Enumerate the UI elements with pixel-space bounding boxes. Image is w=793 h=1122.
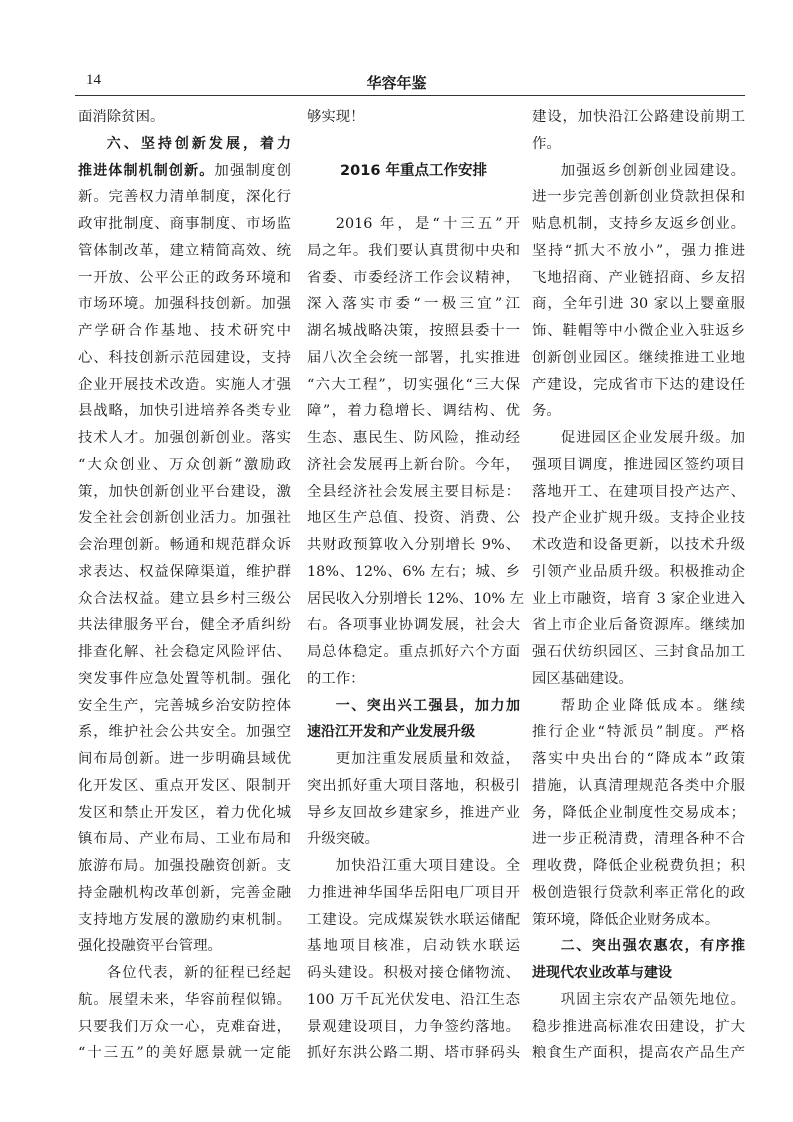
body-text: 工建设。完成煤炭铁水联运储配 [307, 911, 520, 928]
text-line [78, 211, 291, 238]
text-line [307, 131, 520, 158]
text-line [532, 184, 745, 211]
body-text: 一开放、公平公正的政务环境和 [78, 269, 291, 286]
body-text: 深入落实市委“一极三宜”江 [307, 296, 520, 313]
text-line [532, 666, 745, 693]
text-line [307, 104, 520, 131]
text-line [532, 452, 745, 479]
text-line [78, 853, 291, 880]
body-text: 会治理创新。畅通和规范群众诉 [78, 537, 291, 553]
text-line [78, 104, 291, 131]
body-text: 粮食生产面积，提高农产品生产 [532, 1045, 745, 1062]
text-line [78, 532, 291, 559]
body-text: 码头建设。积极对接仓储物流、 [307, 965, 520, 981]
body-text: 推行企业“特派员”制度。严格 [532, 724, 745, 741]
body-text: 加强返乡创新创业园建设。 [560, 162, 745, 179]
heading-line [307, 693, 520, 720]
body-text: 求表达、权益保障渠道，维护群 [78, 563, 291, 580]
section-title [307, 158, 520, 185]
body-text: 安全生产，完善城乡治安防控体 [78, 697, 291, 714]
text-line [78, 746, 291, 773]
text-line [532, 1014, 745, 1041]
text-line [78, 238, 291, 265]
text-line [307, 586, 525, 613]
heading-line [307, 719, 520, 746]
body-text: 饰、鞋帽等中小微企业入驻返乡 [532, 323, 745, 339]
text-line [532, 479, 745, 506]
text-line [78, 880, 291, 907]
text-line [78, 452, 291, 479]
text-line [532, 104, 745, 131]
heading-line [532, 933, 745, 960]
body-text: 飞地招商、产业链招商、乡友招 [532, 269, 745, 286]
body-text: 进一步正税清费，清理各种不合 [532, 831, 745, 848]
body-text: 升级突破。 [307, 831, 379, 848]
text-line [307, 666, 520, 693]
text-line [532, 639, 745, 666]
body-text: 加强制度创 [214, 162, 291, 179]
text-line [532, 372, 745, 399]
text-line [532, 586, 745, 613]
text-line [78, 666, 291, 693]
body-text: 障”，着力稳增长、调结构、优 [307, 403, 520, 420]
text-line [307, 398, 520, 425]
text-line [532, 800, 745, 827]
body-text: 基地项目核准，启动铁水联运 [307, 938, 520, 955]
bold-heading-text: 速沿江开发和产业发展升级 [307, 724, 475, 741]
text-line [307, 211, 520, 238]
text-line [307, 452, 520, 479]
body-text: 的工作： [307, 670, 365, 687]
bold-heading-text: 六、坚持创新发展，着力 [106, 135, 291, 152]
text-line [532, 532, 745, 559]
body-text: 间布局创新。进一步明确县域优 [78, 751, 291, 767]
body-text: 建设，加快沿江公路建设前期工 [532, 109, 745, 125]
body-text: 突出抓好重大项目落地，积极引 [307, 777, 520, 794]
body-text: 省上市企业后备资源库。继续加 [532, 617, 745, 634]
text-line [532, 318, 745, 345]
text-line [78, 612, 291, 639]
body-text: 发全社会创新创业活力。加强社 [78, 510, 291, 527]
body-text: 局之年。我们要认真贯彻中央和 [307, 242, 520, 259]
bold-heading-text: 一、突出兴工强县，加力加 [335, 697, 520, 714]
body-text: 各位代表，新的征程已经起 [106, 965, 291, 981]
header-rule [75, 95, 745, 96]
text-line [307, 265, 520, 292]
body-text: “六大工程”，切实强化“三大保 [307, 376, 520, 393]
text-line [78, 960, 291, 987]
body-text: 共法律服务平台，健全矛盾纠纷 [78, 617, 291, 634]
text-line [78, 719, 291, 746]
text-line [78, 372, 291, 399]
body-text: 地区生产总值、投资、消费、公 [307, 510, 520, 527]
text-line [307, 800, 520, 827]
text-line [532, 238, 745, 265]
text-line [78, 987, 291, 1014]
text-line [78, 693, 291, 720]
text-line [532, 559, 745, 586]
text-line [78, 773, 291, 800]
text-line [78, 425, 291, 452]
body-text: 导乡友回故乡建家乡，推进产业 [307, 804, 520, 821]
body-text: 发区和禁止开发区，着力优化城 [78, 804, 291, 821]
text-line [532, 826, 745, 853]
text-line [307, 505, 520, 532]
text-line [307, 639, 520, 666]
text-column-1 [78, 104, 291, 1067]
body-text: “十三五”的美好愿景就一定能 [78, 1045, 291, 1062]
text-line [532, 746, 745, 773]
body-text: 极创造银行贷款利率正常化的政 [532, 884, 745, 901]
text-column-3 [532, 104, 745, 1067]
body-text: 稳步推进高标准农田建设，扩大 [532, 1018, 745, 1035]
body-text: 政审批制度、商事制度、市场监 [78, 216, 291, 232]
text-line [78, 1014, 291, 1041]
text-line [307, 345, 520, 372]
text-line [78, 398, 291, 425]
body-text: 市场环境。加强科技创新。加强 [78, 296, 291, 313]
body-text: 进一步完善创新创业贷款担保和 [532, 189, 745, 206]
text-line [307, 933, 520, 960]
body-text: 湖名城战略决策，按照县委十一 [307, 323, 520, 339]
text-line [532, 1040, 745, 1067]
body-text: 局总体稳定。重点抓好六个方面 [307, 644, 520, 660]
body-text: 帮助企业降低成本。继续 [560, 697, 745, 714]
body-text: 抓好东洪公路二期、塔市驿码头 [307, 1045, 520, 1062]
body-text: 心、科技创新示范园建设，支持 [78, 349, 291, 366]
body-text: 措施，认真清理规范各类中介服 [532, 777, 745, 794]
text-line [307, 479, 520, 506]
text-line [307, 1014, 520, 1041]
body-text: 18%、12%、6% 左右；城、乡 [307, 563, 520, 580]
body-text: 省委、市委经济工作会议精神， [307, 269, 520, 286]
body-text: 突发事件应急处置等机制。强化 [78, 670, 291, 687]
body-text: 力推进神华国华岳阳电厂项目开 [307, 884, 520, 901]
text-column-2 [307, 104, 525, 1067]
body-text: 航。展望未来，华容前程似锦。 [78, 991, 291, 1008]
body-text: 业上市融资，培育 3 家企业进入 [532, 590, 745, 607]
text-line [532, 773, 745, 800]
body-text: 景观建设项目，力争签约落地。 [307, 1018, 520, 1035]
body-text: 产学研合作基地、技术研究中 [78, 323, 291, 339]
body-text: 持金融机构改革创新，完善金融 [78, 884, 291, 901]
body-text: “大众创业、万众创新”激励政 [78, 456, 291, 473]
text-line [532, 211, 745, 238]
body-text: 投产企业扩规升级。支持企业技 [532, 510, 745, 527]
body-text: 共财政预算收入分别增长 9%、 [307, 537, 520, 553]
body-text: 旅游布局。加强投融资创新。支 [78, 858, 291, 874]
body-text: 2016 年，是“十三五”开 [335, 216, 520, 232]
text-line [78, 1040, 291, 1067]
body-text: 加快沿江重大项目建设。全 [335, 858, 520, 874]
body-text: 巩固主宗农产品领先地位。 [560, 991, 745, 1008]
text-line [307, 1040, 520, 1067]
text-line [532, 907, 745, 934]
text-line [78, 291, 291, 318]
body-text: 化开发区、重点开发区、限制开 [78, 777, 291, 794]
body-text: 生态、惠民生、防风险，推动经 [307, 430, 520, 446]
text-line [307, 987, 520, 1014]
body-text: 只要我们万众一心，克难奋进， [78, 1018, 291, 1035]
body-text: 面消除贫困。 [78, 109, 165, 125]
text-line [307, 184, 520, 211]
text-line [532, 158, 745, 185]
text-line [78, 479, 291, 506]
body-text: 作。 [532, 135, 561, 152]
text-line [307, 826, 520, 853]
body-text: 强项目调度，推进园区签约项目 [532, 456, 745, 473]
body-text: 落实中央出台的“降成本”政策 [532, 751, 745, 767]
text-line [307, 425, 520, 452]
text-line [78, 505, 291, 532]
body-text: 镇布局、产业布局、工业布局和 [78, 831, 291, 848]
body-text: 100 万千瓦光伏发电、沿江生态 [307, 991, 520, 1008]
text-line [78, 826, 291, 853]
text-line [78, 586, 291, 613]
body-text: 引领产业品质升级。积极推动企 [532, 563, 745, 580]
text-line [532, 131, 745, 158]
body-text: 强化投融资平台管理。 [78, 938, 222, 955]
body-text: 商，全年引进 30 家以上婴童服 [532, 296, 745, 313]
body-text: 术改造和设备更新，以技术升级 [532, 537, 745, 553]
body-text: 务，降低企业制度性交易成本； [532, 804, 745, 821]
body-text: 贴息机制，支持乡友返乡创业。 [532, 216, 745, 232]
body-text: 强石伏纺织园区、三封食品加工 [532, 644, 745, 660]
body-text: 技术人才。加强创新创业。落实 [78, 430, 291, 446]
body-text: 产建设，完成省市下达的建设任 [532, 376, 745, 393]
text-line [78, 639, 291, 666]
text-line [307, 559, 520, 586]
text-line [307, 612, 520, 639]
body-text: 右。各项事业协调发展，社会大 [307, 617, 520, 634]
text-line [307, 291, 520, 318]
text-line [307, 238, 520, 265]
body-text: 理收费，降低企业税费负担；积 [532, 858, 745, 874]
body-text: 排查化解、社会稳定风险评估、 [78, 644, 291, 660]
text-line [532, 693, 745, 720]
body-text: 企业开展技术改造。实施人才强 [78, 376, 291, 393]
text-line [532, 398, 745, 425]
text-line [78, 345, 291, 372]
body-text: 策，加快创新创业平台建设，激 [78, 483, 291, 500]
text-line [532, 425, 745, 452]
text-line [307, 746, 520, 773]
body-text: 支持地方发展的激励约束机制。 [78, 911, 291, 928]
text-line [307, 532, 520, 559]
text-line [307, 318, 520, 345]
body-text: 坚持“抓大不放小”，强力推进 [532, 242, 745, 259]
body-text: 够实现！ [307, 109, 365, 125]
text-line [307, 853, 520, 880]
body-text: 众合法权益。建立县乡村三级公 [78, 590, 291, 607]
text-line [532, 987, 745, 1014]
heading-line [78, 158, 291, 185]
body-text: 管体制改革，建立精简高效、统 [78, 242, 291, 259]
body-text: 创新创业园区。继续推进工业地 [532, 349, 745, 366]
body-text: 居民收入分别增长 12%、10% 左 [307, 590, 525, 607]
body-text: 系，维护社会公共安全。加强空 [78, 724, 291, 741]
heading-line [78, 131, 291, 158]
page-number: 14 [86, 72, 101, 88]
text-line [532, 505, 745, 532]
bold-heading-text: 二、突出强农惠农，有序推 [560, 938, 745, 955]
text-line [532, 612, 745, 639]
text-line [532, 291, 745, 318]
bold-heading-text: 推进体制机制创新。 [78, 162, 215, 179]
text-line [532, 880, 745, 907]
body-text: 2016 年重点工作安排 [340, 162, 487, 179]
running-title: 华容年鉴 [366, 74, 427, 92]
text-line [307, 880, 520, 907]
body-text: 新。完善权力清单制度，深化行 [78, 189, 291, 206]
text-line [78, 933, 291, 960]
body-text: 县战略，加快引进培养各类专业 [78, 403, 291, 420]
body-text: 济社会发展再上新台阶。今年， [307, 456, 520, 473]
text-line [307, 372, 520, 399]
text-line [78, 184, 291, 211]
body-text: 届八次全会统一部署，扎实推进 [307, 349, 520, 366]
bold-heading-text: 进现代农业改革与建设 [532, 965, 672, 981]
text-line [532, 265, 745, 292]
text-line [78, 800, 291, 827]
body-text: 促进园区企业发展升级。加 [560, 430, 745, 446]
body-text: 务。 [532, 403, 561, 420]
body-text: 策环境，降低企业财务成本。 [532, 911, 720, 928]
text-line [532, 345, 745, 372]
text-line [532, 853, 745, 880]
body-text: 更加注重发展质量和效益， [335, 751, 520, 767]
body-text: 落地开工、在建项目投产达产、 [532, 483, 745, 500]
text-line [307, 907, 520, 934]
heading-line [532, 960, 745, 987]
text-line [307, 960, 520, 987]
text-line [307, 773, 520, 800]
body-text: 园区基础建设。 [532, 670, 633, 687]
body-text: 全县经济社会发展主要目标是： [307, 483, 520, 500]
text-line [532, 719, 745, 746]
text-line [78, 907, 291, 934]
text-line [78, 318, 291, 345]
text-line [78, 265, 291, 292]
text-line [78, 559, 291, 586]
